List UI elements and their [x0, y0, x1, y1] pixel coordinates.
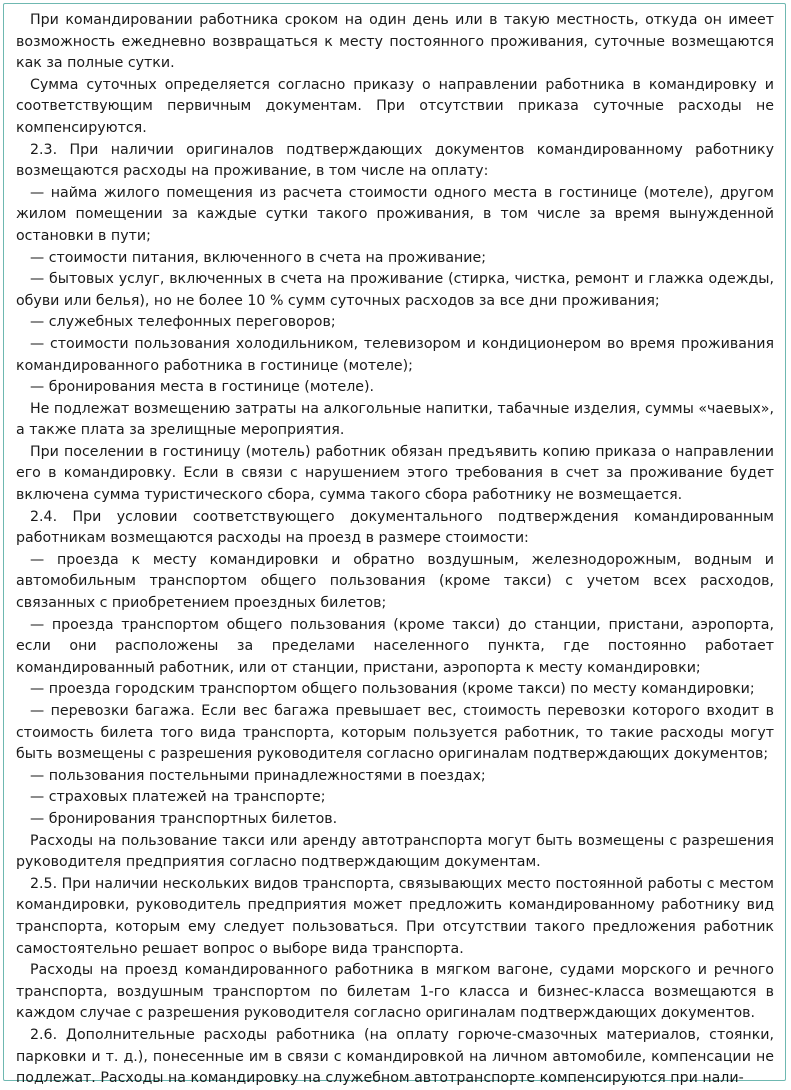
paragraph: Расходы на проезд командированного работника в мягком вагоне, судами морского и речного транспорта, воздушным транспортом по билетам 1-го класса и бизнес-класса возмещаются в каждом случае с разрешения руководителя согласно оригиналам подтверждающих документов. — [16, 962, 774, 1022]
list-item: — перевозки багажа. Если вес багажа превышает вес, стоимость перевозки которого входит в стоимость билета того вида транспорта, которым пользуется работник, то такие расходы могут быть возмещены с разрешения руководителя согласно оригиналам подтверждающих документов; — [16, 703, 774, 763]
list-item: — проезда городским транспортом общего пользования (кроме такси) по месту командировки; — [30, 681, 755, 698]
paragraph: При командировании работника сроком на один день или в такую местность, откуда он имеет возможность ежедневно возвращаться к месту постоянного проживания, суточные возмещаются как за полные сутки. — [16, 12, 774, 72]
paragraph: Расходы на пользование такси или аренду автотранспорта могут быть возмещены с разрешения руководителя предприятия согласно подтверждающим документам. — [16, 832, 774, 871]
list-item: — служебных телефонных переговоров; — [30, 314, 336, 331]
list-item: — стоимости пользования холодильником, телевизором и кондиционером во время проживания командированного работника в гостинице (мотеле); — [16, 335, 774, 374]
list-item: — найма жилого помещения из расчета стоимости одного места в гостинице (мотеле), другом жилом помещении за каждые сутки такого проживания, в том числе за время вынужденной остановки в пути; — [16, 184, 774, 244]
list-item: — страховых платежей на транспорте; — [30, 789, 326, 806]
list-item: — проезда транспортом общего пользования (кроме такси) до станции, пристани, аэропорта, если они расположены за пределами населенного пункта, где постоянно работает командированный работник, или от станции, пристани, аэропорта к месту командировки; — [16, 616, 774, 676]
list-item: — бронирования транспортных билетов. — [30, 810, 338, 827]
list-item: — проезда к месту командировки и обратно воздушным, железнодорожным, водным и автомобильным транспортом общего пользования (кроме такси) с учетом всех расходов, связанных с приобретением проездных билетов; — [16, 551, 774, 612]
section-2-6-heading: 2.6. Дополнительные расходы работника (на оплату горюче-смазочных материалов, стоянки, парковки и т. д.), понесенные им в связи с командировкой на личном автомобиле, компенсации не подлежат. Расходы на командировку на служебном автотранспорте компенсируются при нали- — [16, 1026, 774, 1087]
list-item: — стоимости питания, включенного в счета на проживание; — [30, 249, 487, 266]
paragraph: При поселении в гостиницу (мотель) работник обязан предъявить копию приказа о направлении его в командировку. Если в связи с нарушением этого требования в счет за проживание будет включена сумма туристического сбора, сумма такого сбора работнику не возмещается. — [16, 443, 774, 504]
list-item: — бронирования места в гостинице (мотеле). — [30, 379, 375, 396]
section-2-5-heading: 2.5. При наличии нескольких видов транспорта, связывающих место постоянной работы с местом командировки, руководитель предприятия может предложить командированному работнику вид транспорта, которым ему следует пользоваться. При отсутствии такого предложения работник самостоятельно решает вопрос о выборе вида транспорта. — [16, 875, 774, 957]
section-2-3-heading: 2.3. При наличии оригиналов подтверждающих документов командированному работнику возмещаются расходы на проживание, в том числе на оплату: — [16, 141, 774, 180]
list-item: — бытовых услуг, включенных в счета на проживание (стирка, чистка, ремонт и глажка одежды, обуви или белья), но не более 10 % сумм суточных расходов за все дни проживания; — [16, 271, 774, 309]
list-item: — пользования постельными принадлежностями в поездах; — [30, 767, 486, 784]
document-body — [16, 10, 774, 1090]
paragraph: Сумма суточных определяется согласно приказу о направлении работника в командировку и соответствующим первичным документам. При отсутствии приказа суточные расходы не компенсируются. — [16, 76, 774, 136]
section-2-4-heading: 2.4. При условии соответствующего документального подтверждения командированным работникам возмещаются расходы на проезд в размере стоимости: — [16, 508, 774, 547]
paragraph: Не подлежат возмещению затраты на алкогольные напитки, табачные изделия, суммы «чаевых», а также плата за зрелищные мероприятия. — [16, 400, 774, 439]
